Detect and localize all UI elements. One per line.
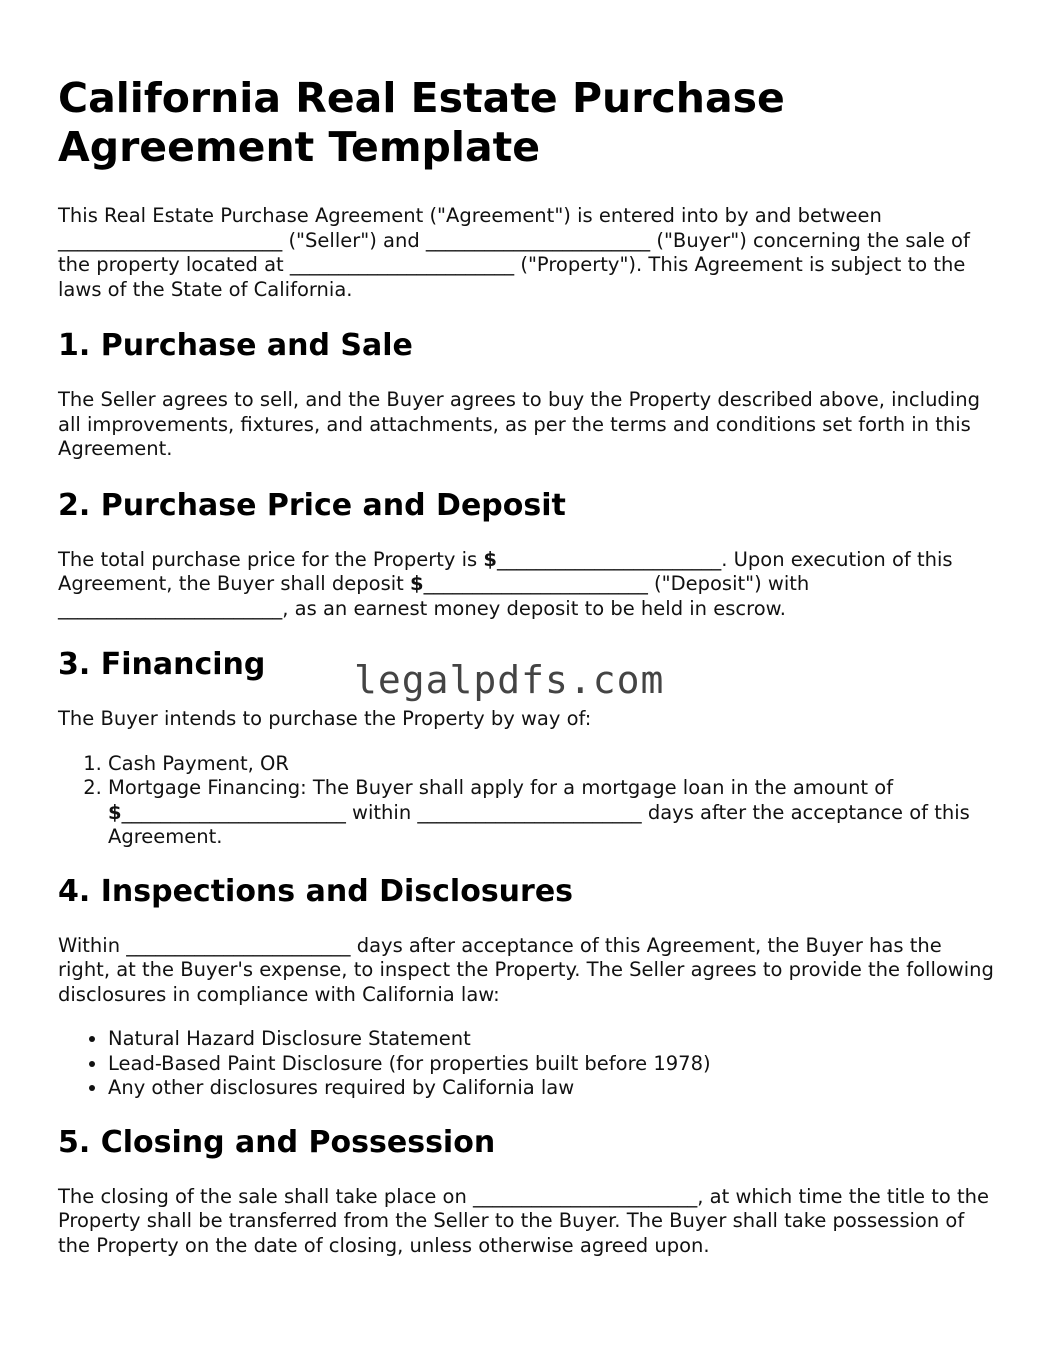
text-run: _______________________. Upon execution of this Agreement, the Buyer shall deposit [58,547,953,595]
section-price-deposit [58,488,998,622]
section-heading: 1. Purchase and Sale [58,328,413,363]
section-body: The closing of the sale shall take place on _______________________, at which time the title to the Property shall be transferred from the Seller to the Buyer. The Buyer shall take possession of the Property on the date of closing, unless otherwise agreed upon. [58,1184,990,1257]
section-heading: 4. Inspections and Disclosures [58,873,574,909]
text-run: _______________________ within _______________________ days after the acceptance of this Agreement. [108,800,970,848]
text-run: The total purchase price for the Property is [58,547,484,571]
list-item: • Any other disclosures required by California law [108,1076,998,1101]
disclosures-list [58,1027,998,1101]
text-run: Mortgage Financing: The Buyer shall apply for a mortgage loan in the amount of [108,776,894,799]
section-inspections [58,874,998,1101]
list-item [108,776,998,850]
dollar-sign: $ [108,800,122,824]
document-title: California Real Estate Purchase Agreement Template [58,74,785,171]
section-body [58,548,998,622]
dollar-sign: $ [483,547,497,571]
intro-paragraph: This Real Estate Purchase Agreement ("Agreement") is entered into by and between _______________________ ("Seller") and _______________________ ("Buyer") concerning the sale of the property located at _______________________ ("Property"). This Agreement is subject to the laws of the State of California. [58,204,970,301]
section-heading: 2. Purchase Price and Deposit [58,487,566,523]
text-run: _______________________ ("Deposit") with _______________________, as an earnest money deposit to be held in escrow. [58,572,810,620]
section-purchase-sale [58,328,998,462]
section-body: Within _______________________ days after acceptance of this Agreement, the Buyer has the right, at the Buyer's expense, to inspect the Property. The Seller agrees to provide the following disclosures in compliance with California law: [58,933,994,1006]
section-body: The Seller agrees to sell, and the Buyer agrees to buy the Property described above, including all improvements, fixtures, and attachments, as per the terms and conditions set forth in this Agreement. [58,388,980,460]
section-body: The Buyer intends to purchase the Property by way of: [58,707,592,730]
section-heading: 5. Closing and Possession [58,1124,496,1160]
financing-options-list [58,752,998,850]
section-closing [58,1125,998,1259]
list-item: 1. Cash Payment, OR [108,752,998,777]
list-item: • Natural Hazard Disclosure Statement [108,1027,998,1052]
section-heading: 3. Financing [58,647,266,682]
list-item: • Lead-Based Paint Disclosure (for properties built before 1978) [108,1052,998,1077]
dollar-sign: $ [410,572,424,595]
watermark: legalpdfs.com [354,658,665,702]
